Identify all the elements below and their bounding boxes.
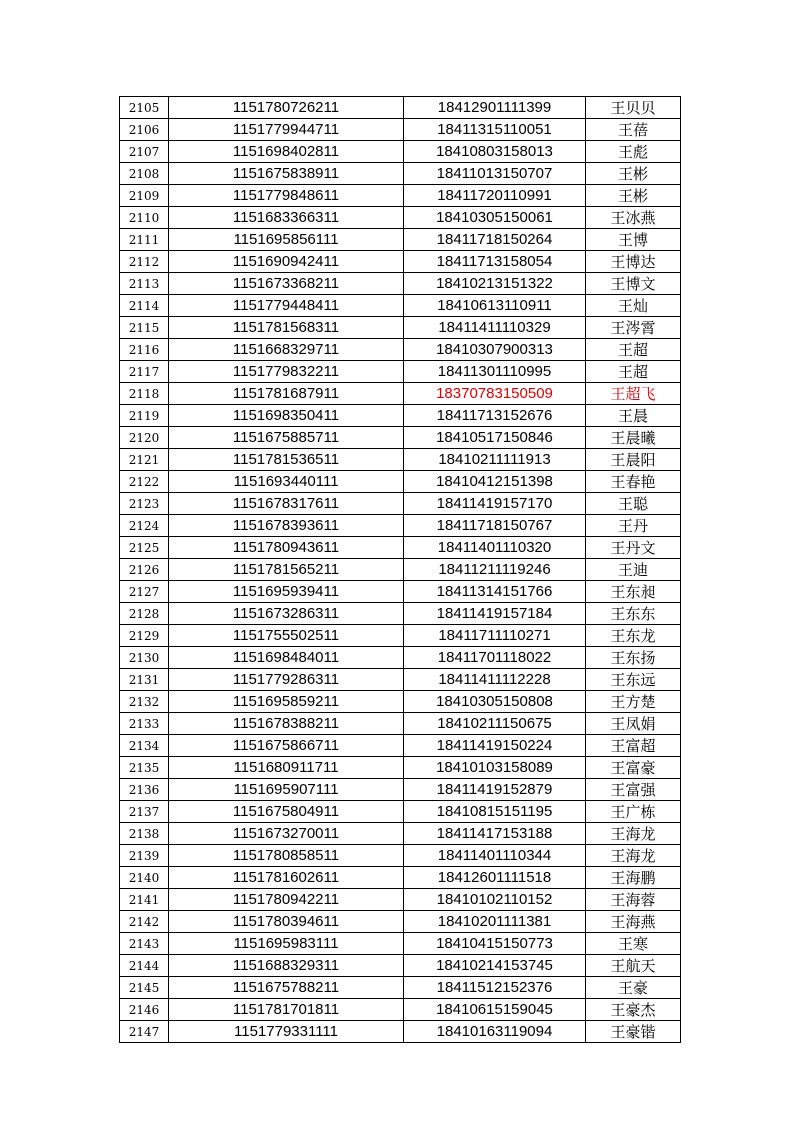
seq-cell: 2118 <box>120 383 169 405</box>
id-cell: 1151779848611 <box>169 185 404 207</box>
seq-cell: 2141 <box>120 889 169 911</box>
name-cell: 王晨阳 <box>586 449 681 471</box>
name-cell: 王豪杰 <box>586 999 681 1021</box>
number-cell: 18411419157170 <box>404 493 586 515</box>
name-cell: 王航天 <box>586 955 681 977</box>
table-row <box>120 669 681 691</box>
table-row <box>120 559 681 581</box>
name-cell: 王贝贝 <box>586 97 681 119</box>
id-cell: 1151779331111 <box>169 1021 404 1043</box>
id-cell: 1151683366311 <box>169 207 404 229</box>
table-row <box>120 713 681 735</box>
seq-cell: 2109 <box>120 185 169 207</box>
seq-cell: 2116 <box>120 339 169 361</box>
name-cell: 王丹文 <box>586 537 681 559</box>
number-cell: 18411013150707 <box>404 163 586 185</box>
seq-cell: 2112 <box>120 251 169 273</box>
id-cell: 1151680911711 <box>169 757 404 779</box>
id-cell: 1151781687911 <box>169 383 404 405</box>
name-cell: 王广栋 <box>586 801 681 823</box>
id-cell: 1151698402811 <box>169 141 404 163</box>
name-cell: 王博达 <box>586 251 681 273</box>
table-row <box>120 251 681 273</box>
id-cell: 1151693440111 <box>169 471 404 493</box>
number-cell: 18410211150675 <box>404 713 586 735</box>
seq-cell: 2111 <box>120 229 169 251</box>
table-row <box>120 603 681 625</box>
seq-cell: 2139 <box>120 845 169 867</box>
name-cell: 王东扬 <box>586 647 681 669</box>
id-cell: 1151678317611 <box>169 493 404 515</box>
name-cell: 王东龙 <box>586 625 681 647</box>
id-cell: 1151755502511 <box>169 625 404 647</box>
seq-cell: 2126 <box>120 559 169 581</box>
seq-cell: 2128 <box>120 603 169 625</box>
number-cell: 18411301110995 <box>404 361 586 383</box>
table-row <box>120 691 681 713</box>
number-cell: 18410615159045 <box>404 999 586 1021</box>
name-cell: 王海龙 <box>586 823 681 845</box>
id-cell: 1151675804911 <box>169 801 404 823</box>
table-row <box>120 295 681 317</box>
number-cell: 18411417153188 <box>404 823 586 845</box>
table-row <box>120 911 681 933</box>
number-cell: 18410415150773 <box>404 933 586 955</box>
table-row <box>120 163 681 185</box>
name-cell: 王冰燕 <box>586 207 681 229</box>
number-cell: 18410613110911 <box>404 295 586 317</box>
number-cell: 18411401110344 <box>404 845 586 867</box>
number-cell: 18410803158013 <box>404 141 586 163</box>
table-row <box>120 141 681 163</box>
number-cell: 18411701118022 <box>404 647 586 669</box>
id-cell: 1151695939411 <box>169 581 404 603</box>
name-cell: 王豪 <box>586 977 681 999</box>
table-row <box>120 493 681 515</box>
seq-cell: 2105 <box>120 97 169 119</box>
table-row <box>120 405 681 427</box>
seq-cell: 2115 <box>120 317 169 339</box>
id-cell: 1151779448411 <box>169 295 404 317</box>
seq-cell: 2120 <box>120 427 169 449</box>
table-row <box>120 515 681 537</box>
table-row <box>120 537 681 559</box>
number-cell: 18410163119094 <box>404 1021 586 1043</box>
seq-cell: 2127 <box>120 581 169 603</box>
seq-cell: 2138 <box>120 823 169 845</box>
seq-cell: 2146 <box>120 999 169 1021</box>
number-cell: 18410201111381 <box>404 911 586 933</box>
number-cell: 18411419157184 <box>404 603 586 625</box>
number-cell: 18411401110320 <box>404 537 586 559</box>
table-row <box>120 361 681 383</box>
table-row <box>120 867 681 889</box>
table-row <box>120 97 681 119</box>
name-cell: 王富超 <box>586 735 681 757</box>
id-cell: 1151695856111 <box>169 229 404 251</box>
id-cell: 1151779286311 <box>169 669 404 691</box>
table-row <box>120 339 681 361</box>
seq-cell: 2133 <box>120 713 169 735</box>
name-cell: 王富强 <box>586 779 681 801</box>
seq-cell: 2122 <box>120 471 169 493</box>
number-cell: 18411718150264 <box>404 229 586 251</box>
table-row <box>120 977 681 999</box>
number-cell: 18412601111518 <box>404 867 586 889</box>
name-cell: 王迪 <box>586 559 681 581</box>
seq-cell: 2142 <box>120 911 169 933</box>
table-row <box>120 1021 681 1043</box>
id-cell: 1151688329311 <box>169 955 404 977</box>
name-cell: 王东昶 <box>586 581 681 603</box>
id-cell: 1151780943611 <box>169 537 404 559</box>
table-row <box>120 757 681 779</box>
id-cell: 1151668329711 <box>169 339 404 361</box>
id-cell: 1151779832211 <box>169 361 404 383</box>
number-cell: 18411419150224 <box>404 735 586 757</box>
number-cell: 18411411110329 <box>404 317 586 339</box>
table-row <box>120 229 681 251</box>
id-cell: 1151781565211 <box>169 559 404 581</box>
id-cell: 1151695983111 <box>169 933 404 955</box>
name-cell: 王灿 <box>586 295 681 317</box>
id-cell: 1151698484011 <box>169 647 404 669</box>
number-cell: 18410213151322 <box>404 273 586 295</box>
number-cell: 18410412151398 <box>404 471 586 493</box>
number-cell: 18410305150808 <box>404 691 586 713</box>
name-cell: 王晨曦 <box>586 427 681 449</box>
table-row <box>120 273 681 295</box>
seq-cell: 2119 <box>120 405 169 427</box>
id-cell: 1151675788211 <box>169 977 404 999</box>
id-cell: 1151781568311 <box>169 317 404 339</box>
name-cell: 王晨 <box>586 405 681 427</box>
id-cell: 1151673286311 <box>169 603 404 625</box>
id-cell: 1151781536511 <box>169 449 404 471</box>
seq-cell: 2110 <box>120 207 169 229</box>
id-cell: 1151675866711 <box>169 735 404 757</box>
id-cell: 1151675838911 <box>169 163 404 185</box>
number-cell: 18410815151195 <box>404 801 586 823</box>
number-cell: 18412901111399 <box>404 97 586 119</box>
name-cell: 王海鹏 <box>586 867 681 889</box>
number-cell: 18411512152376 <box>404 977 586 999</box>
number-cell: 18410102110152 <box>404 889 586 911</box>
seq-cell: 2143 <box>120 933 169 955</box>
seq-cell: 2114 <box>120 295 169 317</box>
id-cell: 1151678388211 <box>169 713 404 735</box>
seq-cell: 2136 <box>120 779 169 801</box>
roster-table <box>119 96 681 1043</box>
name-cell: 王豪锴 <box>586 1021 681 1043</box>
table-row <box>120 801 681 823</box>
seq-cell: 2140 <box>120 867 169 889</box>
seq-cell: 2145 <box>120 977 169 999</box>
id-cell: 1151673368211 <box>169 273 404 295</box>
table-row <box>120 383 681 405</box>
id-cell: 1151673270011 <box>169 823 404 845</box>
seq-cell: 2125 <box>120 537 169 559</box>
id-cell: 1151781701811 <box>169 999 404 1021</box>
table-row <box>120 779 681 801</box>
name-cell: 王东远 <box>586 669 681 691</box>
name-cell: 王海燕 <box>586 911 681 933</box>
number-cell: 18411411112228 <box>404 669 586 691</box>
name-cell: 王东东 <box>586 603 681 625</box>
table-row <box>120 207 681 229</box>
number-cell: 18411713152676 <box>404 405 586 427</box>
name-cell: 王彬 <box>586 185 681 207</box>
table-row <box>120 889 681 911</box>
table-row <box>120 119 681 141</box>
table-row <box>120 317 681 339</box>
number-cell: 18370783150509 <box>404 383 586 405</box>
table-row <box>120 647 681 669</box>
name-cell: 王超飞 <box>586 383 681 405</box>
name-cell: 王春艳 <box>586 471 681 493</box>
name-cell: 王博 <box>586 229 681 251</box>
number-cell: 18410211111913 <box>404 449 586 471</box>
table-row <box>120 185 681 207</box>
table-row <box>120 735 681 757</box>
name-cell: 王海蓉 <box>586 889 681 911</box>
name-cell: 王寒 <box>586 933 681 955</box>
number-cell: 18411314151766 <box>404 581 586 603</box>
seq-cell: 2121 <box>120 449 169 471</box>
table-row <box>120 823 681 845</box>
table-row <box>120 581 681 603</box>
seq-cell: 2106 <box>120 119 169 141</box>
id-cell: 1151698350411 <box>169 405 404 427</box>
id-cell: 1151678393611 <box>169 515 404 537</box>
number-cell: 18410305150061 <box>404 207 586 229</box>
number-cell: 18411718150767 <box>404 515 586 537</box>
id-cell: 1151690942411 <box>169 251 404 273</box>
number-cell: 18410307900313 <box>404 339 586 361</box>
table-row <box>120 999 681 1021</box>
name-cell: 王博文 <box>586 273 681 295</box>
seq-cell: 2144 <box>120 955 169 977</box>
number-cell: 18411711110271 <box>404 625 586 647</box>
roster-table-body <box>120 97 681 1043</box>
id-cell: 1151695859211 <box>169 691 404 713</box>
table-row <box>120 845 681 867</box>
seq-cell: 2108 <box>120 163 169 185</box>
table-row <box>120 933 681 955</box>
name-cell: 王彪 <box>586 141 681 163</box>
table-row <box>120 471 681 493</box>
number-cell: 18411720110991 <box>404 185 586 207</box>
number-cell: 18411419152879 <box>404 779 586 801</box>
number-cell: 18411211119246 <box>404 559 586 581</box>
name-cell: 王聪 <box>586 493 681 515</box>
name-cell: 王彬 <box>586 163 681 185</box>
number-cell: 18411315110051 <box>404 119 586 141</box>
seq-cell: 2129 <box>120 625 169 647</box>
seq-cell: 2135 <box>120 757 169 779</box>
seq-cell: 2137 <box>120 801 169 823</box>
seq-cell: 2130 <box>120 647 169 669</box>
table-row <box>120 955 681 977</box>
seq-cell: 2131 <box>120 669 169 691</box>
name-cell: 王海龙 <box>586 845 681 867</box>
number-cell: 18410214153745 <box>404 955 586 977</box>
name-cell: 王蓓 <box>586 119 681 141</box>
number-cell: 18411713158054 <box>404 251 586 273</box>
id-cell: 1151695907111 <box>169 779 404 801</box>
name-cell: 王丹 <box>586 515 681 537</box>
id-cell: 1151780942211 <box>169 889 404 911</box>
id-cell: 1151780394611 <box>169 911 404 933</box>
table-row <box>120 625 681 647</box>
name-cell: 王富豪 <box>586 757 681 779</box>
id-cell: 1151780858511 <box>169 845 404 867</box>
seq-cell: 2113 <box>120 273 169 295</box>
name-cell: 王凤娟 <box>586 713 681 735</box>
id-cell: 1151780726211 <box>169 97 404 119</box>
name-cell: 王方楚 <box>586 691 681 713</box>
name-cell: 王超 <box>586 339 681 361</box>
seq-cell: 2132 <box>120 691 169 713</box>
seq-cell: 2123 <box>120 493 169 515</box>
name-cell: 王超 <box>586 361 681 383</box>
number-cell: 18410517150846 <box>404 427 586 449</box>
seq-cell: 2147 <box>120 1021 169 1043</box>
id-cell: 1151675885711 <box>169 427 404 449</box>
table-row <box>120 449 681 471</box>
id-cell: 1151779944711 <box>169 119 404 141</box>
number-cell: 18410103158089 <box>404 757 586 779</box>
name-cell: 王涔霄 <box>586 317 681 339</box>
id-cell: 1151781602611 <box>169 867 404 889</box>
seq-cell: 2117 <box>120 361 169 383</box>
seq-cell: 2124 <box>120 515 169 537</box>
seq-cell: 2107 <box>120 141 169 163</box>
seq-cell: 2134 <box>120 735 169 757</box>
table-row <box>120 427 681 449</box>
